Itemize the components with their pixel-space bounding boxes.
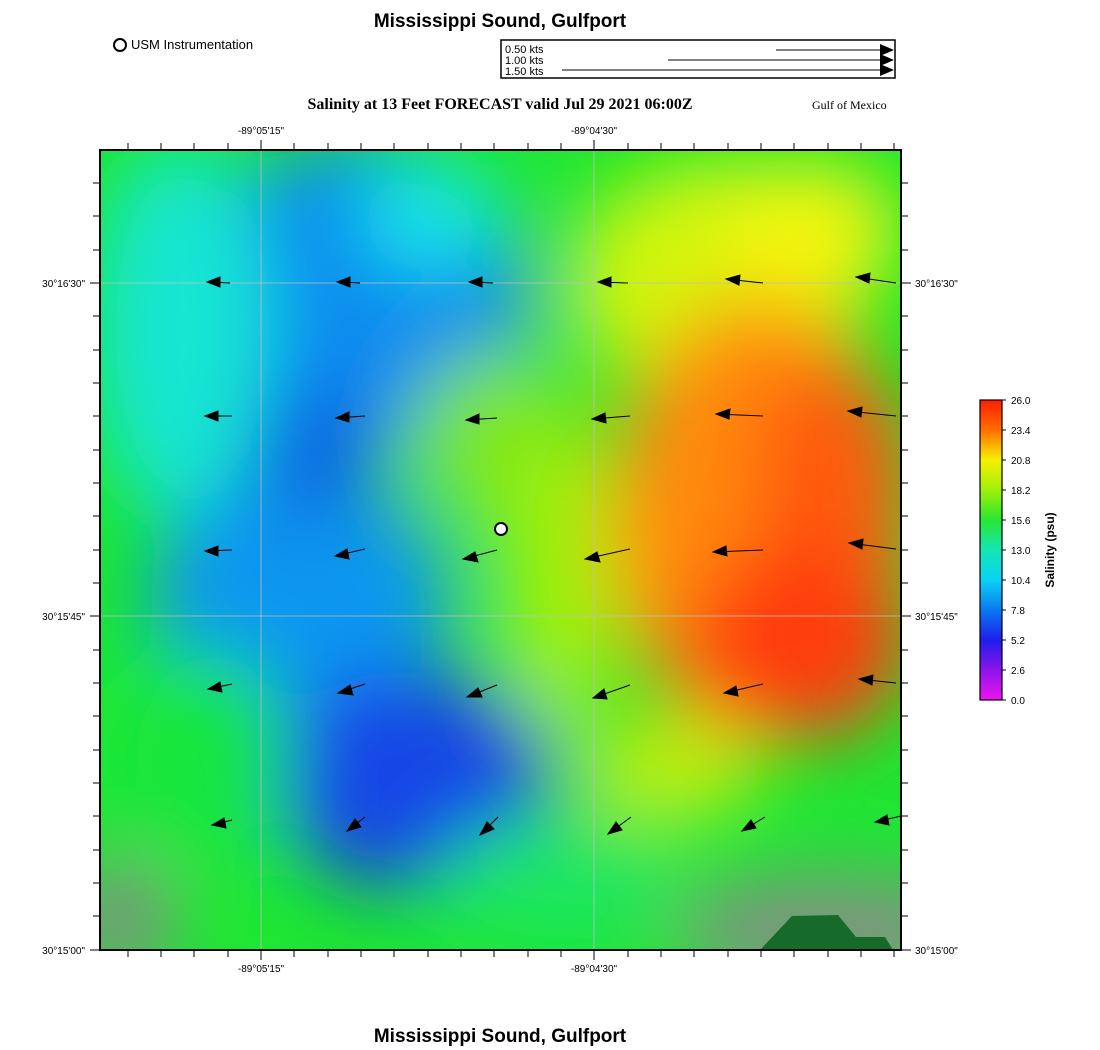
region-label: Gulf of Mexico xyxy=(812,98,887,112)
instrument-legend xyxy=(113,37,253,52)
lat-label-left-0: 30°16'30" xyxy=(42,279,85,290)
vector-key-label-0: 0.50 kts xyxy=(505,44,544,56)
colorbar-tick-10: 0.0 xyxy=(1011,696,1025,707)
colorbar-tick-3: 18.2 xyxy=(1011,486,1031,497)
lat-label-left-2: 30°15'00" xyxy=(42,946,85,957)
lat-label-right-0: 30°16'30" xyxy=(915,279,958,290)
colorbar-tick-2: 20.8 xyxy=(1011,456,1031,467)
salinity-colorbar xyxy=(975,390,1065,710)
forecast-title: Salinity at 13 Feet FORECAST valid Jul 29 2021 06:00Z xyxy=(307,96,693,113)
salinity-map xyxy=(0,120,1000,980)
colorbar-tick-4: 15.6 xyxy=(1011,516,1031,527)
lon-label-bottom-1: -89°04'30" xyxy=(570,964,618,975)
salinity-field xyxy=(70,140,990,980)
lat-label-right-1: 30°15'45" xyxy=(915,612,958,623)
lat-label-right-2: 30°15'00" xyxy=(915,946,958,957)
lon-label-top-1: -89°04'30" xyxy=(570,126,618,137)
vector-key-label-2: 1.50 kts xyxy=(505,66,544,78)
map-title: Mississippi Sound, Gulfport xyxy=(373,11,627,32)
colorbar-label: Salinity (psu) xyxy=(1043,512,1057,588)
instrument-marker-icon xyxy=(113,38,127,52)
colorbar-tick-9: 2.6 xyxy=(1011,666,1025,677)
vector-scale-key xyxy=(500,39,897,81)
lat-label-left-1: 30°15'45" xyxy=(42,612,85,623)
colorbar-tick-1: 23.4 xyxy=(1011,426,1031,437)
colorbar-tick-6: 10.4 xyxy=(1011,576,1031,587)
colorbar-tick-0: 26.0 xyxy=(1011,396,1031,407)
colorbar-tick-7: 7.8 xyxy=(1011,606,1025,617)
colorbar-tick-5: 13.0 xyxy=(1011,546,1031,557)
vector-key-label-1: 1.00 kts xyxy=(505,55,544,67)
lon-label-top-0: -89°05'15" xyxy=(237,126,285,137)
footer-title: Mississippi Sound, Gulfport xyxy=(373,1026,627,1047)
instrument-station xyxy=(495,523,507,535)
colorbar-tick-8: 5.2 xyxy=(1011,636,1025,647)
lon-label-bottom-0: -89°05'15" xyxy=(237,964,285,975)
instrument-legend-label: USM Instrumentation xyxy=(131,37,254,52)
